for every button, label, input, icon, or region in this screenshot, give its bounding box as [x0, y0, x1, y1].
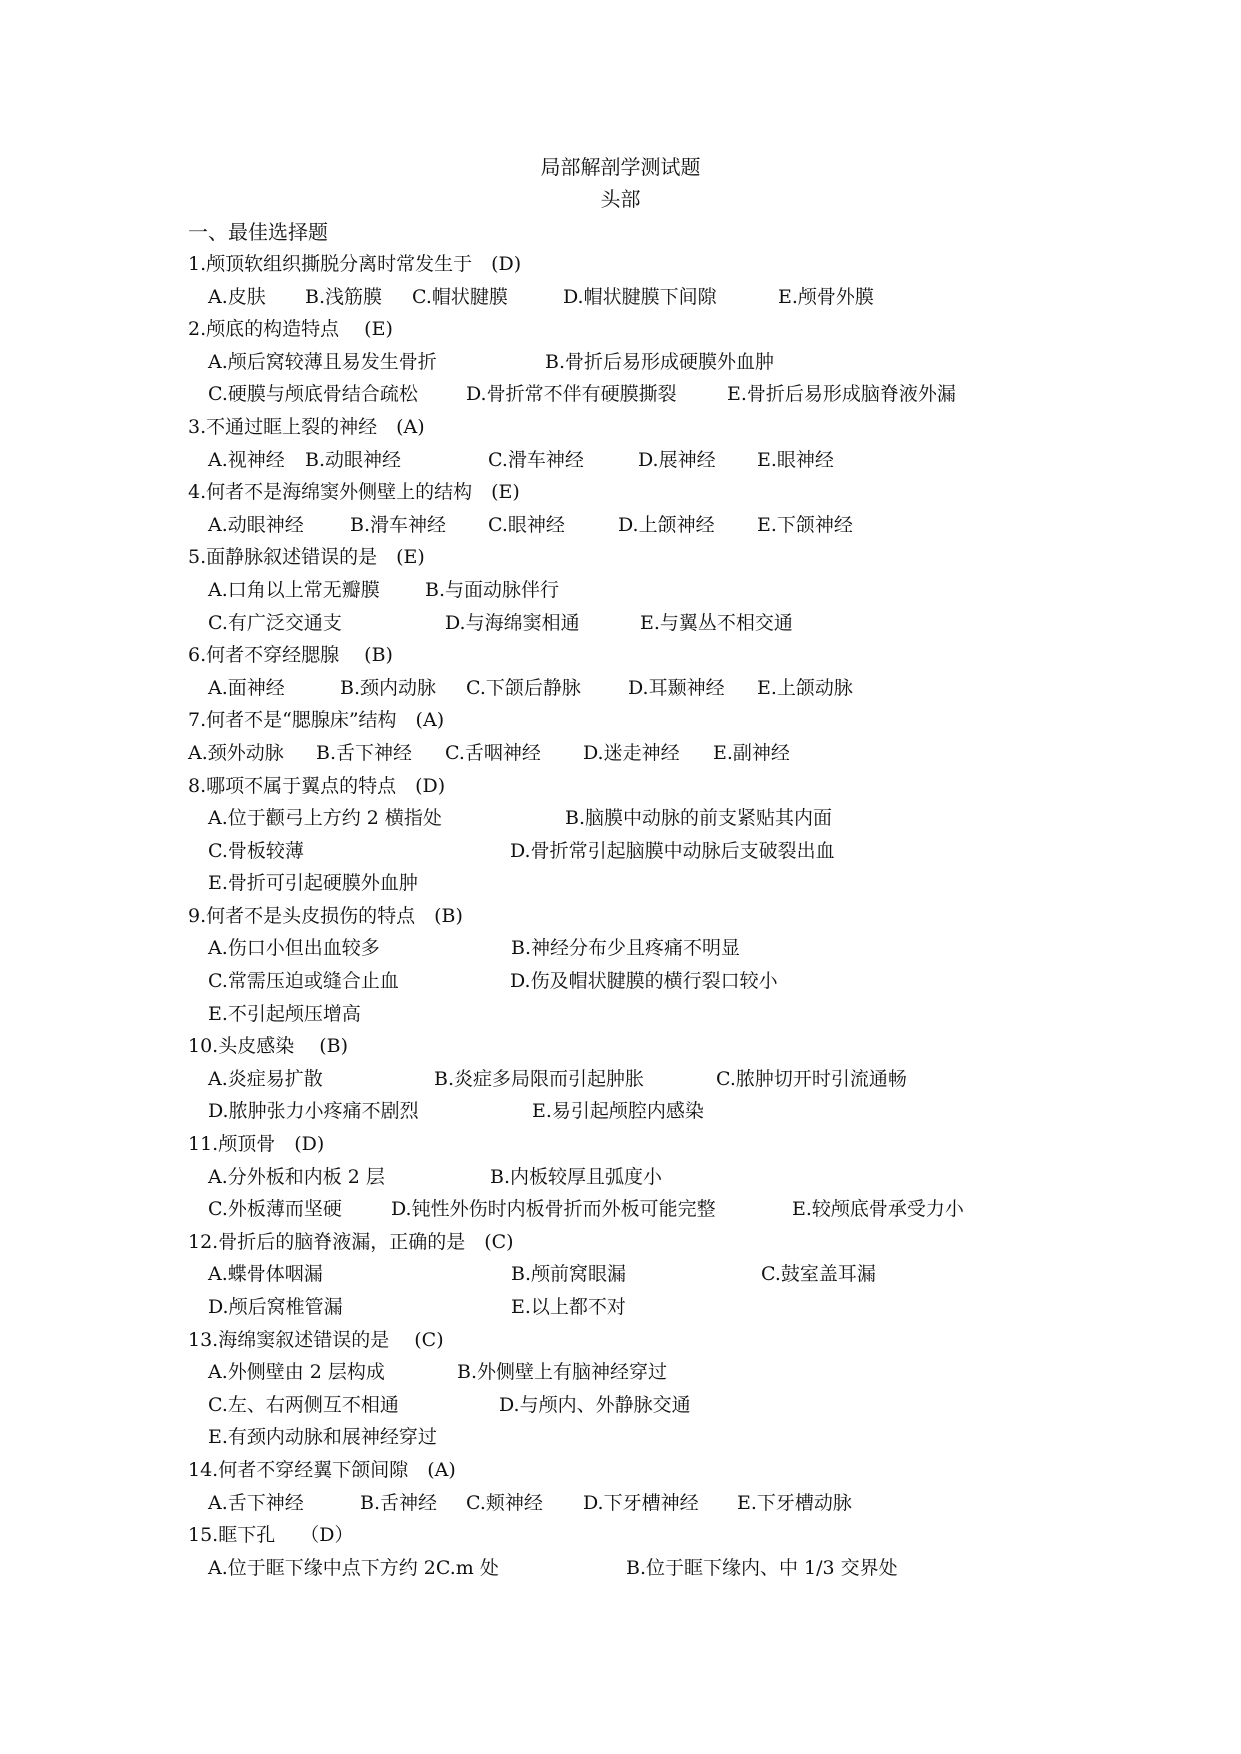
question-stem-line [0, 248, 1241, 281]
answer-option: B.炎症多局限而引起肿胀 [434, 1067, 645, 1090]
answer-option: B.舌下神经 [316, 741, 413, 764]
answer-option: C.左、右两侧互不相通 [208, 1393, 399, 1416]
answer-option: B.颈内动脉 [340, 676, 437, 699]
option-row [0, 281, 1241, 314]
question-stem: 10.头皮感染 (B) [188, 1035, 349, 1058]
question-stem: 13.海绵窦叙述错误的是 (C) [188, 1328, 444, 1351]
option-row [0, 737, 1241, 770]
answer-option: A.分外板和内板 2 层 [208, 1165, 385, 1188]
question-stem: 9.何者不是头皮损伤的特点 (B) [188, 904, 463, 927]
answer-option: D.骨折常引起脑膜中动脉后支破裂出血 [510, 839, 835, 862]
question-stem: 2.颅底的构造特点 (E) [188, 318, 393, 341]
answer-option: C.脓肿切开时引流通畅 [716, 1067, 907, 1090]
answer-option: A.视神经 [208, 448, 285, 471]
answer-option: E.有颈内动脉和展神经穿过 [208, 1426, 437, 1449]
answer-option: A.蝶骨体咽漏 [208, 1263, 323, 1286]
option-row [0, 1161, 1241, 1194]
option-row [0, 607, 1241, 640]
answer-option: D.耳颞神经 [628, 676, 725, 699]
question-stem: 8.哪项不属于翼点的特点 (D) [188, 774, 446, 797]
answer-option: E.上颌动脉 [757, 676, 853, 699]
document-subtitle: 头部 [600, 187, 641, 211]
question-stem-line [0, 900, 1241, 933]
option-row [0, 1356, 1241, 1389]
answer-option: C.下颌后静脉 [466, 676, 581, 699]
option-row [0, 1389, 1241, 1422]
question-stem: 11.颅顶骨 (D) [188, 1133, 325, 1156]
question-stem-line [0, 1324, 1241, 1357]
answer-option: A.舌下神经 [208, 1491, 304, 1514]
answer-option: D.帽状腱膜下间隙 [563, 285, 717, 308]
answer-option: E.以上都不对 [511, 1296, 626, 1318]
option-row [0, 1193, 1241, 1226]
option-row [0, 998, 1241, 1031]
question-stem-line [0, 1454, 1241, 1487]
answer-option: C.骨板较薄 [208, 839, 304, 862]
answer-option: A.伤口小但出血较多 [208, 937, 380, 960]
answer-option: C.硬膜与颅底骨结合疏松 [208, 383, 418, 406]
answer-option: C.鼓室盖耳漏 [761, 1263, 876, 1286]
answer-option: B.脑膜中动脉的前支紧贴其内面 [565, 807, 833, 830]
answer-option: E.下颌神经 [757, 513, 853, 536]
question-stem-line [0, 541, 1241, 574]
option-row [0, 867, 1241, 900]
answer-option: D.迷走神经 [583, 741, 680, 764]
answer-option: E.骨折可引起硬膜外血肿 [208, 872, 418, 895]
question-stem: 1.颅顶软组织撕脱分离时常发生于 (D) [188, 253, 522, 275]
answer-option: A.颅后窝较薄且易发生骨折 [208, 350, 437, 373]
option-row [0, 672, 1241, 705]
answer-option: A.颈外动脉 [188, 741, 284, 764]
option-row [0, 1291, 1241, 1324]
question-stem-line [0, 411, 1241, 444]
option-row [0, 346, 1241, 379]
answer-option: D.上颌神经 [618, 513, 715, 536]
option-row [0, 574, 1241, 607]
option-row [0, 835, 1241, 868]
answer-option: A.位于颧弓上方约 2 横指处 [208, 807, 442, 830]
option-row [0, 965, 1241, 998]
option-row [0, 802, 1241, 835]
answer-option: D.下牙槽神经 [583, 1491, 699, 1514]
answer-option: E.骨折后易形成脑脊液外漏 [727, 383, 956, 406]
document-title: 局部解剖学测试题 [540, 155, 701, 179]
option-row [0, 1095, 1241, 1128]
answer-option: C.帽状腱膜 [412, 285, 508, 308]
question-stem-line [0, 704, 1241, 737]
answer-option: D.颅后窝椎管漏 [208, 1296, 343, 1318]
option-row [0, 1487, 1241, 1520]
option-row [0, 1421, 1241, 1454]
answer-option: B.舌神经 [360, 1491, 438, 1514]
option-row [0, 509, 1241, 542]
answer-option: E.下牙槽动脉 [737, 1491, 852, 1514]
answer-option: B.内板较厚且弧度小 [490, 1165, 663, 1188]
question-stem: 3.不通过眶上裂的神经 (A) [188, 415, 425, 438]
answer-option: C.有广泛交通支 [208, 611, 342, 634]
question-stem-line [0, 1226, 1241, 1259]
answer-option: C.眼神经 [488, 513, 565, 536]
question-stem: 7.何者不是“腮腺床”结构 (A) [188, 709, 445, 732]
answer-option: B.颅前窝眼漏 [511, 1263, 627, 1286]
answer-option: A.炎症易扩散 [208, 1067, 323, 1090]
answer-option: E.不引起颅压增高 [208, 1002, 361, 1025]
option-row [0, 444, 1241, 477]
answer-option: B.骨折后易形成硬膜外血肿 [545, 350, 775, 373]
answer-option: B.动眼神经 [305, 448, 402, 471]
answer-option: A.口角以上常无瓣膜 [208, 578, 380, 601]
answer-option: C.舌咽神经 [445, 741, 541, 764]
answer-option: B.与面动脉伴行 [425, 578, 560, 601]
question-stem: 4.何者不是海绵窦外侧壁上的结构 (E) [188, 481, 520, 504]
question-stem-line [0, 1128, 1241, 1161]
question-stem: 15.眶下孔 （D） [188, 1524, 354, 1547]
answer-option: D.伤及帽状腱膜的横行裂口较小 [510, 970, 778, 993]
answer-option: B.位于眶下缘内、中 1/3 交界处 [626, 1556, 898, 1579]
option-row [0, 1552, 1241, 1585]
option-row [0, 1258, 1241, 1291]
answer-option: B.浅筋膜 [305, 285, 383, 308]
answer-option: D.与海绵窦相通 [445, 611, 580, 634]
question-stem: 6.何者不穿经腮腺 (B) [188, 644, 393, 667]
answer-option: E.颅骨外膜 [778, 285, 874, 308]
question-stem-line [0, 1519, 1241, 1552]
answer-option: D.脓肿张力小疼痛不剧烈 [208, 1100, 419, 1123]
question-stem-line [0, 639, 1241, 672]
answer-option: D.与颅内、外静脉交通 [499, 1393, 691, 1416]
answer-option: B.神经分布少且疼痛不明显 [511, 937, 741, 960]
answer-option: C.外板薄而坚硬 [208, 1198, 342, 1221]
option-row [0, 1063, 1241, 1096]
question-stem-line [0, 1030, 1241, 1063]
answer-option: B.外侧壁上有脑神经穿过 [457, 1361, 668, 1384]
answer-option: D.骨折常不伴有硬膜撕裂 [466, 383, 677, 406]
question-list [0, 248, 1241, 1584]
answer-option: E.与翼丛不相交通 [640, 611, 793, 634]
answer-option: C.颊神经 [466, 1491, 543, 1514]
question-stem-line [0, 476, 1241, 509]
answer-option: D.钝性外伤时内板骨折而外板可能完整 [391, 1198, 716, 1221]
section-heading: 一、最佳选择题 [188, 220, 328, 244]
answer-option: A.外侧壁由 2 层构成 [208, 1361, 385, 1384]
option-row [0, 932, 1241, 965]
answer-option: E.副神经 [713, 741, 790, 764]
answer-option: C.滑车神经 [488, 448, 584, 471]
question-stem: 12.骨折后的脑脊液漏，正确的是 (C) [188, 1230, 514, 1253]
answer-option: D.展神经 [638, 448, 716, 471]
question-stem: 5.面静脉叙述错误的是 (E) [188, 546, 425, 569]
question-stem: 14.何者不穿经翼下颌间隙 (A) [188, 1458, 456, 1481]
answer-option: E.较颅底骨承受力小 [792, 1198, 964, 1221]
question-stem-line [0, 770, 1241, 803]
answer-option: E.易引起颅腔内感染 [532, 1100, 704, 1123]
answer-option: A.面神经 [208, 676, 285, 699]
answer-option: B.滑车神经 [350, 513, 447, 536]
answer-option: A.位于眶下缘中点下方约 2C.m 处 [208, 1556, 499, 1579]
question-stem-line [0, 313, 1241, 346]
answer-option: A.动眼神经 [208, 513, 304, 536]
option-row [0, 378, 1241, 411]
answer-option: E.眼神经 [757, 448, 834, 471]
answer-option: A.皮肤 [208, 285, 266, 308]
answer-option: C.常需压迫或缝合止血 [208, 970, 399, 993]
